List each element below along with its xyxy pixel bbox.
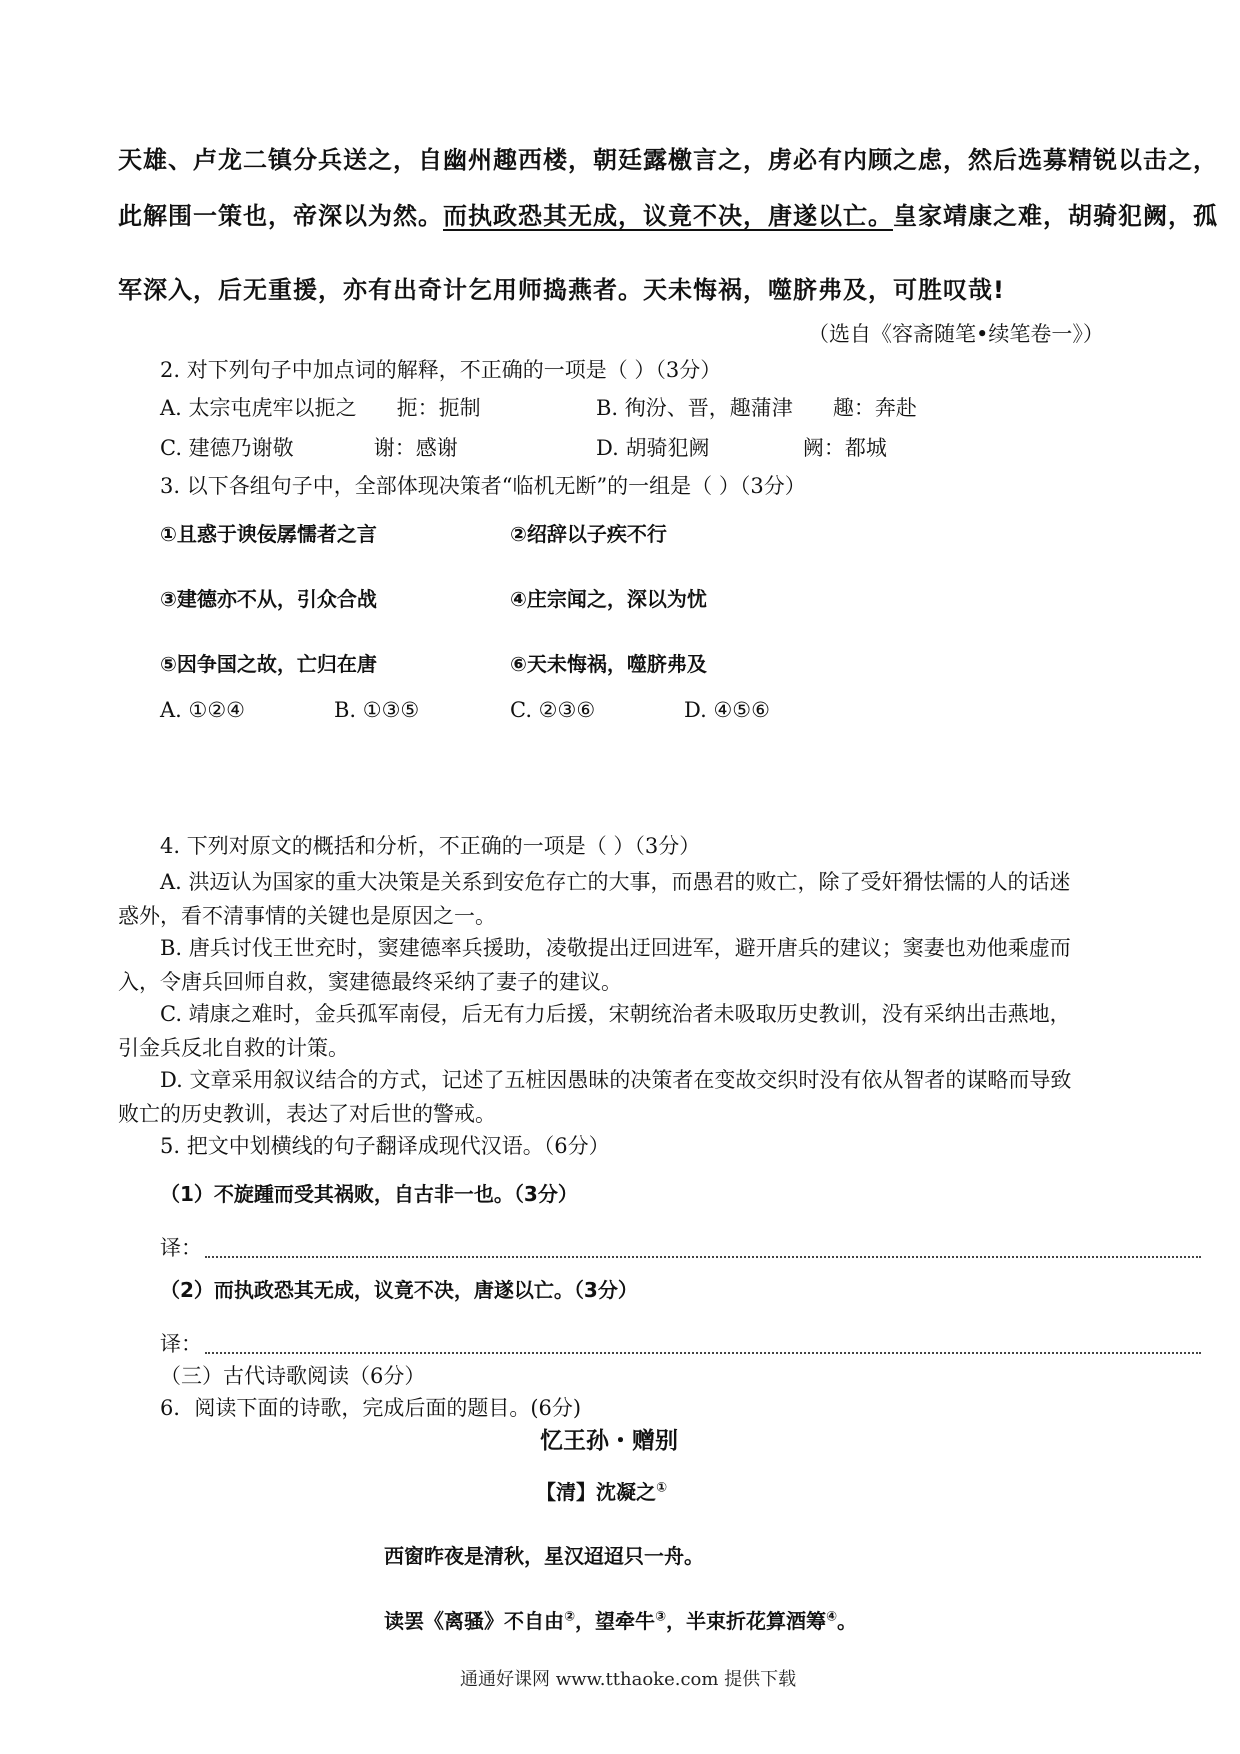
q3-option-c: C. ②③⑥ <box>510 698 596 722</box>
passage-line-3: 军深入，后无重援，亦有出奇计乞用师捣燕者。天未悔祸，噬脐弗及，可胜叹哉! <box>118 276 1005 304</box>
poem-line-2-part-b: ，望牵牛 <box>575 1609 656 1633</box>
q3-sentence-1: ①且惑于谀佞孱懦者之言 <box>160 522 377 546</box>
footnote-marker-2: ② <box>564 1609 576 1625</box>
passage-line-1: 天雄、卢龙二镇分兵送之，自幽州趣西楼，朝廷露檄言之，虏必有内顾之虑，然后选募精锐以击之， <box>118 146 1218 174</box>
q3-option-b: B. ①③⑤ <box>334 698 420 722</box>
footnote-marker-4: ④ <box>826 1609 838 1625</box>
q4-option-c-line-2: 引金兵反北自救的计策。 <box>118 1036 349 1060</box>
q4-option-a-line-2: 惑外，看不清事情的关键也是原因之一。 <box>118 904 496 928</box>
q5-answer-label-2: 译： <box>160 1332 202 1356</box>
page-footer: 通通好课网 www.tthaoke.com 提供下载 <box>460 1669 797 1690</box>
passage-line-2 <box>118 196 1218 231</box>
q2-stem: 2. 对下列句子中加点词的解释，不正确的一项是（ ）（3分） <box>160 358 722 382</box>
q3-sentence-3: ③建德亦不从，引众合战 <box>160 587 377 611</box>
q3-stem: 3. 以下各组句子中，全部体现决策者“临机无断”的一组是（ ）（3分） <box>160 474 806 498</box>
passage-line-2-pre: 此解围一策也，帝深以为然。 <box>118 202 443 230</box>
q2-option-b: B. 徇汾、晋，趣蒲津 趣：奔赴 <box>596 396 917 420</box>
q5-answer-line-1[interactable] <box>205 1256 1201 1258</box>
q5-stem: 5. 把文中划横线的句子翻译成现代汉语。（6分） <box>160 1134 610 1158</box>
q5-sentence-2: （2）而执政恐其无成，议竟不决，唐遂以亡。（3分） <box>160 1278 638 1302</box>
poem-line-2-part-c: ，半束折花算酒筹 <box>666 1609 827 1633</box>
q5-answer-label-1: 译： <box>160 1236 202 1260</box>
q3-option-a: A. ①②④ <box>160 698 245 722</box>
footnote-marker-3: ③ <box>655 1609 667 1625</box>
q4-option-a-line-1: A. 洪迈认为国家的重大决策是关系到安危存亡的大事，而愚君的败亡，除了受奸猾怯懦的人的话迷 <box>160 870 1071 894</box>
q2-option-d: D. 胡骑犯阙 阙：都城 <box>596 436 887 460</box>
poem-title: 忆王孙・赠别 <box>540 1428 678 1454</box>
poem-line-2-part-d: 。 <box>837 1609 858 1633</box>
underlined-sentence: 而执政恐其无成，议竟不决，唐遂以亡。 <box>443 202 893 230</box>
q2-option-c: C. 建德乃谢敬 谢：感谢 <box>160 436 458 460</box>
poem-author-name: 【清】沈凝之 <box>536 1480 656 1504</box>
q4-option-d-line-1: D. 文章采用叙议结合的方式，记述了五桩因愚昧的决策者在变故交织时没有依从智者的谋略而导致 <box>160 1068 1072 1092</box>
passage-line-2-post: 皇家靖康之难，胡骑犯阙，孤 <box>893 202 1218 230</box>
poem-line-1: 西窗昨夜是清秋，星汉迢迢只一舟。 <box>384 1544 704 1568</box>
q2-option-a: A. 太宗屯虎牢以扼之 扼：扼制 <box>160 396 481 420</box>
q4-option-c-line-1: C. 靖康之难时，金兵孤军南侵，后无有力后援，宋朝统治者未吸取历史教训，没有采纳出击燕地， <box>160 1002 1071 1026</box>
q4-option-d-line-2: 败亡的历史教训，表达了对后世的警戒。 <box>118 1102 496 1126</box>
poem-author <box>536 1476 667 1505</box>
section-3-heading: （三）古代诗歌阅读（6分） <box>160 1364 426 1388</box>
q4-option-b-line-2: 入，令唐兵回师自救，窦建德最终采纳了妻子的建议。 <box>118 970 622 994</box>
q5-answer-line-2[interactable] <box>205 1352 1201 1354</box>
q3-option-d: D. ④⑤⑥ <box>684 698 770 722</box>
q3-sentence-5: ⑤因争国之故，亡归在唐 <box>160 652 377 676</box>
q3-sentence-6: ⑥天未悔祸，噬脐弗及 <box>510 652 707 676</box>
poem-line-2-part-a: 读罢《离骚》不自由 <box>384 1609 564 1633</box>
q3-sentence-4: ④庄宗闻之，深以为忧 <box>510 587 707 611</box>
q5-sentence-1: （1）不旋踵而受其祸败，自古非一也。（3分） <box>160 1182 578 1206</box>
q6-stem: 6．阅读下面的诗歌，完成后面的题目。(6分) <box>160 1396 582 1420</box>
q3-sentence-2: ②绍辞以子疾不行 <box>510 522 667 546</box>
q4-stem: 4. 下列对原文的概括和分析，不正确的一项是（ ）（3分） <box>160 834 701 858</box>
q4-option-b-line-1: B. 唐兵讨伐王世充时，窦建德率兵援助，凌敬提出迂回进军，避开唐兵的建议；窦妻也劝他乘虚而 <box>160 936 1071 960</box>
footnote-marker-1: ① <box>656 1480 668 1496</box>
passage-source: （选自《容斋随笔•续笔卷一》） <box>808 322 1104 346</box>
poem-line-2 <box>384 1605 857 1634</box>
